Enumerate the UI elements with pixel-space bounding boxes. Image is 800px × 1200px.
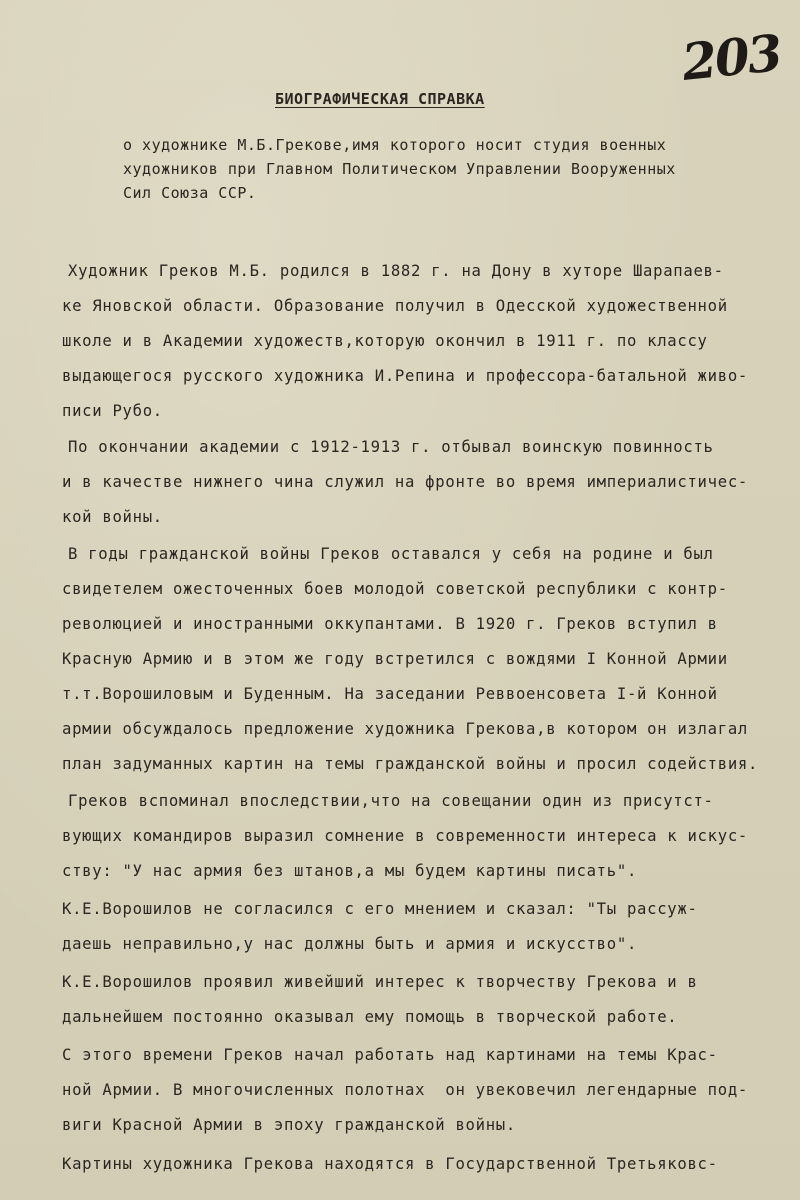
body-line: т.т.Ворошиловым и Буденным. На заседании Реввоенсовета I-й Конной: [62, 685, 718, 703]
body-line: К.Е.Ворошилов проявил живейший интерес к творчеству Грекова и в: [62, 973, 698, 991]
body-line: писи Рубо.: [62, 402, 163, 420]
body-line: Греков вспоминал впоследствии,что на совещании один из присутст-: [68, 792, 714, 810]
subtitle-line: Сил Союза ССР.: [123, 184, 257, 202]
body-line: В годы гражданской войны Греков оставался у себя на родине и был: [68, 545, 714, 563]
body-line: выдающегося русского художника И.Репина и профессора-батальной живо-: [62, 367, 748, 385]
body-line: ке Яновской области. Образование получил в Одесской художественной: [62, 297, 728, 315]
body-line: армии обсуждалось предложение художника Грекова,в котором он излагал: [62, 720, 748, 738]
body-line: К.Е.Ворошилов не согласился с его мнением и сказал: "Ты рассуж-: [62, 900, 698, 918]
subtitle-line: о художнике М.Б.Грекове,имя которого носит студия военных: [123, 136, 667, 154]
body-line: Художник Греков М.Б. родился в 1882 г. на Дону в хуторе Шарапаев-: [68, 262, 724, 280]
body-line: Красную Армию и в этом же году встретился с вождями I Конной Армии: [62, 650, 728, 668]
body-line: план задуманных картин на темы гражданской войны и просил содействия.: [62, 755, 759, 773]
body-line: революцией и иностранными оккупантами. В 1920 г. Греков вступил в: [62, 615, 718, 633]
body-line: ной Армии. В многочисленных полотнах он увековечил легендарные под-: [62, 1081, 748, 1099]
body-line: свидетелем ожесточенных боев молодой советской республики с контр-: [62, 580, 728, 598]
body-line: и в качестве нижнего чина служил на фронте во время империалистичес-: [62, 473, 748, 491]
body-line: Картины художника Грекова находятся в Государственной Третьяковс-: [62, 1155, 718, 1173]
handwritten-page-number: 203: [679, 23, 784, 92]
body-line: виги Красной Армии в эпоху гражданской войны.: [62, 1116, 516, 1134]
body-line: дальнейшем постоянно оказывал ему помощь в творческой работе.: [62, 1008, 678, 1026]
body-line: кой войны.: [62, 508, 163, 526]
body-line: вующих командиров выразил сомнение в современности интереса к искус-: [62, 827, 748, 845]
body-line: С этого времени Греков начал работать над картинами на темы Крас-: [62, 1046, 718, 1064]
body-line: По окончании академии с 1912-1913 г. отбывал воинскую повинность: [68, 438, 714, 456]
body-line: школе и в Академии художеств,которую окончил в 1911 г. по классу: [62, 332, 708, 350]
document-title: БИОГРАФИЧЕСКАЯ СПРАВКА: [275, 90, 485, 108]
document-subtitle: [123, 133, 783, 205]
body-line: даешь неправильно,у нас должны быть и армия и искусство".: [62, 935, 638, 953]
body-line: ству: "У нас армия без штанов,а мы будем картины писать".: [62, 862, 638, 880]
subtitle-line: художников при Главном Политическом Управлении Вооруженных: [123, 160, 676, 178]
